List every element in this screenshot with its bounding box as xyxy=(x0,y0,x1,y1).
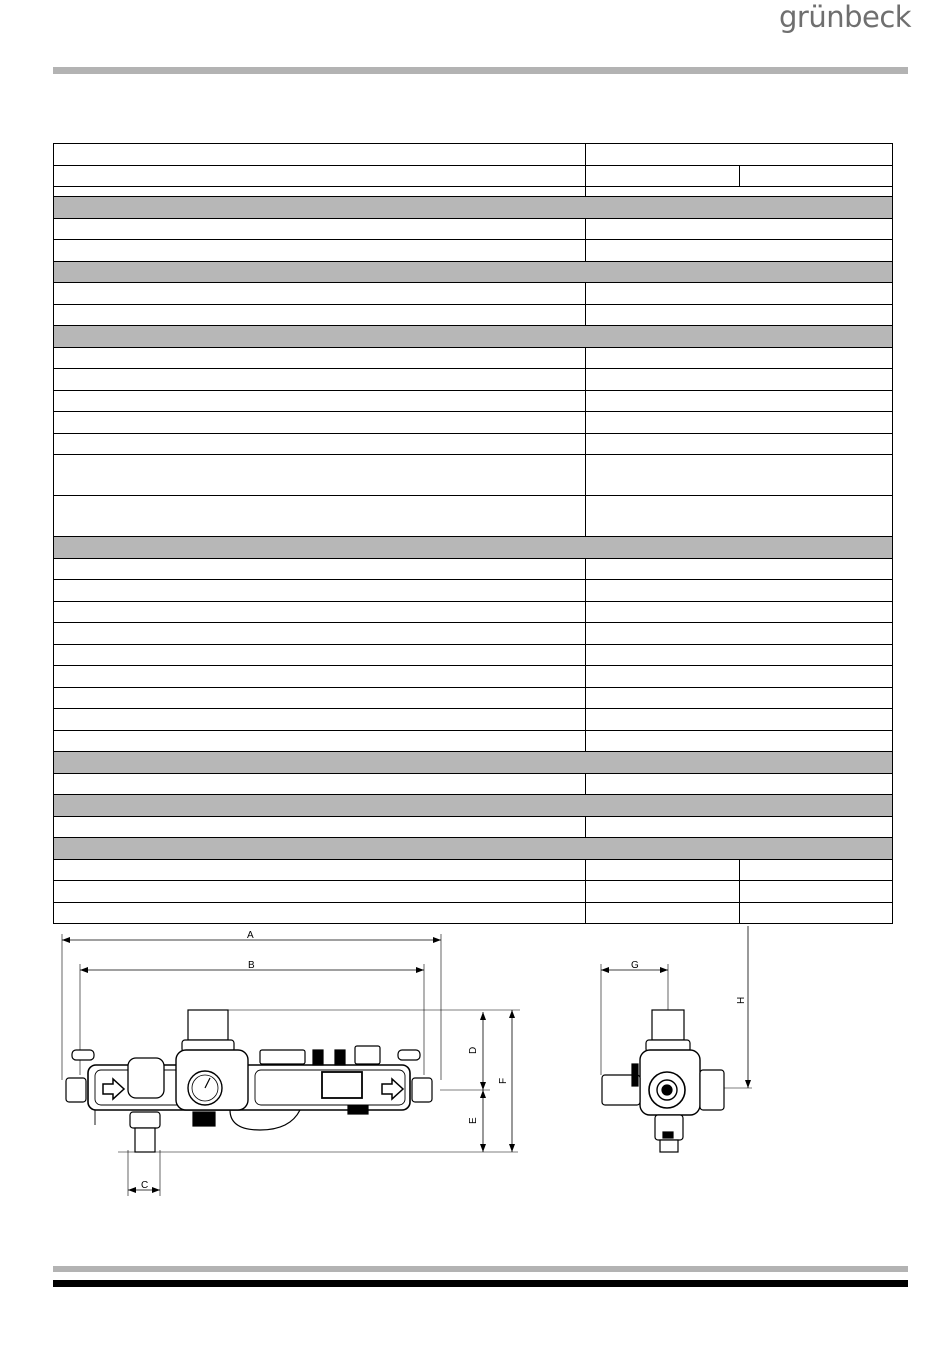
dimension-label-g: G xyxy=(631,960,639,971)
footer-rule-black xyxy=(53,1280,908,1287)
front-view xyxy=(62,934,520,1196)
footer-rule-grey xyxy=(53,1266,908,1272)
dimension-label-b: B xyxy=(248,960,255,971)
dimension-label-f: F xyxy=(498,1077,509,1084)
side-view xyxy=(601,926,752,1152)
dimension-label-c: C xyxy=(141,1180,149,1191)
dimension-label-h: H xyxy=(736,996,747,1004)
dimension-label-a: A xyxy=(247,930,254,941)
dimension-label-d: D xyxy=(468,1046,479,1054)
brand-logo: grünbeck xyxy=(779,0,912,34)
dimension-label-e: E xyxy=(468,1117,479,1124)
